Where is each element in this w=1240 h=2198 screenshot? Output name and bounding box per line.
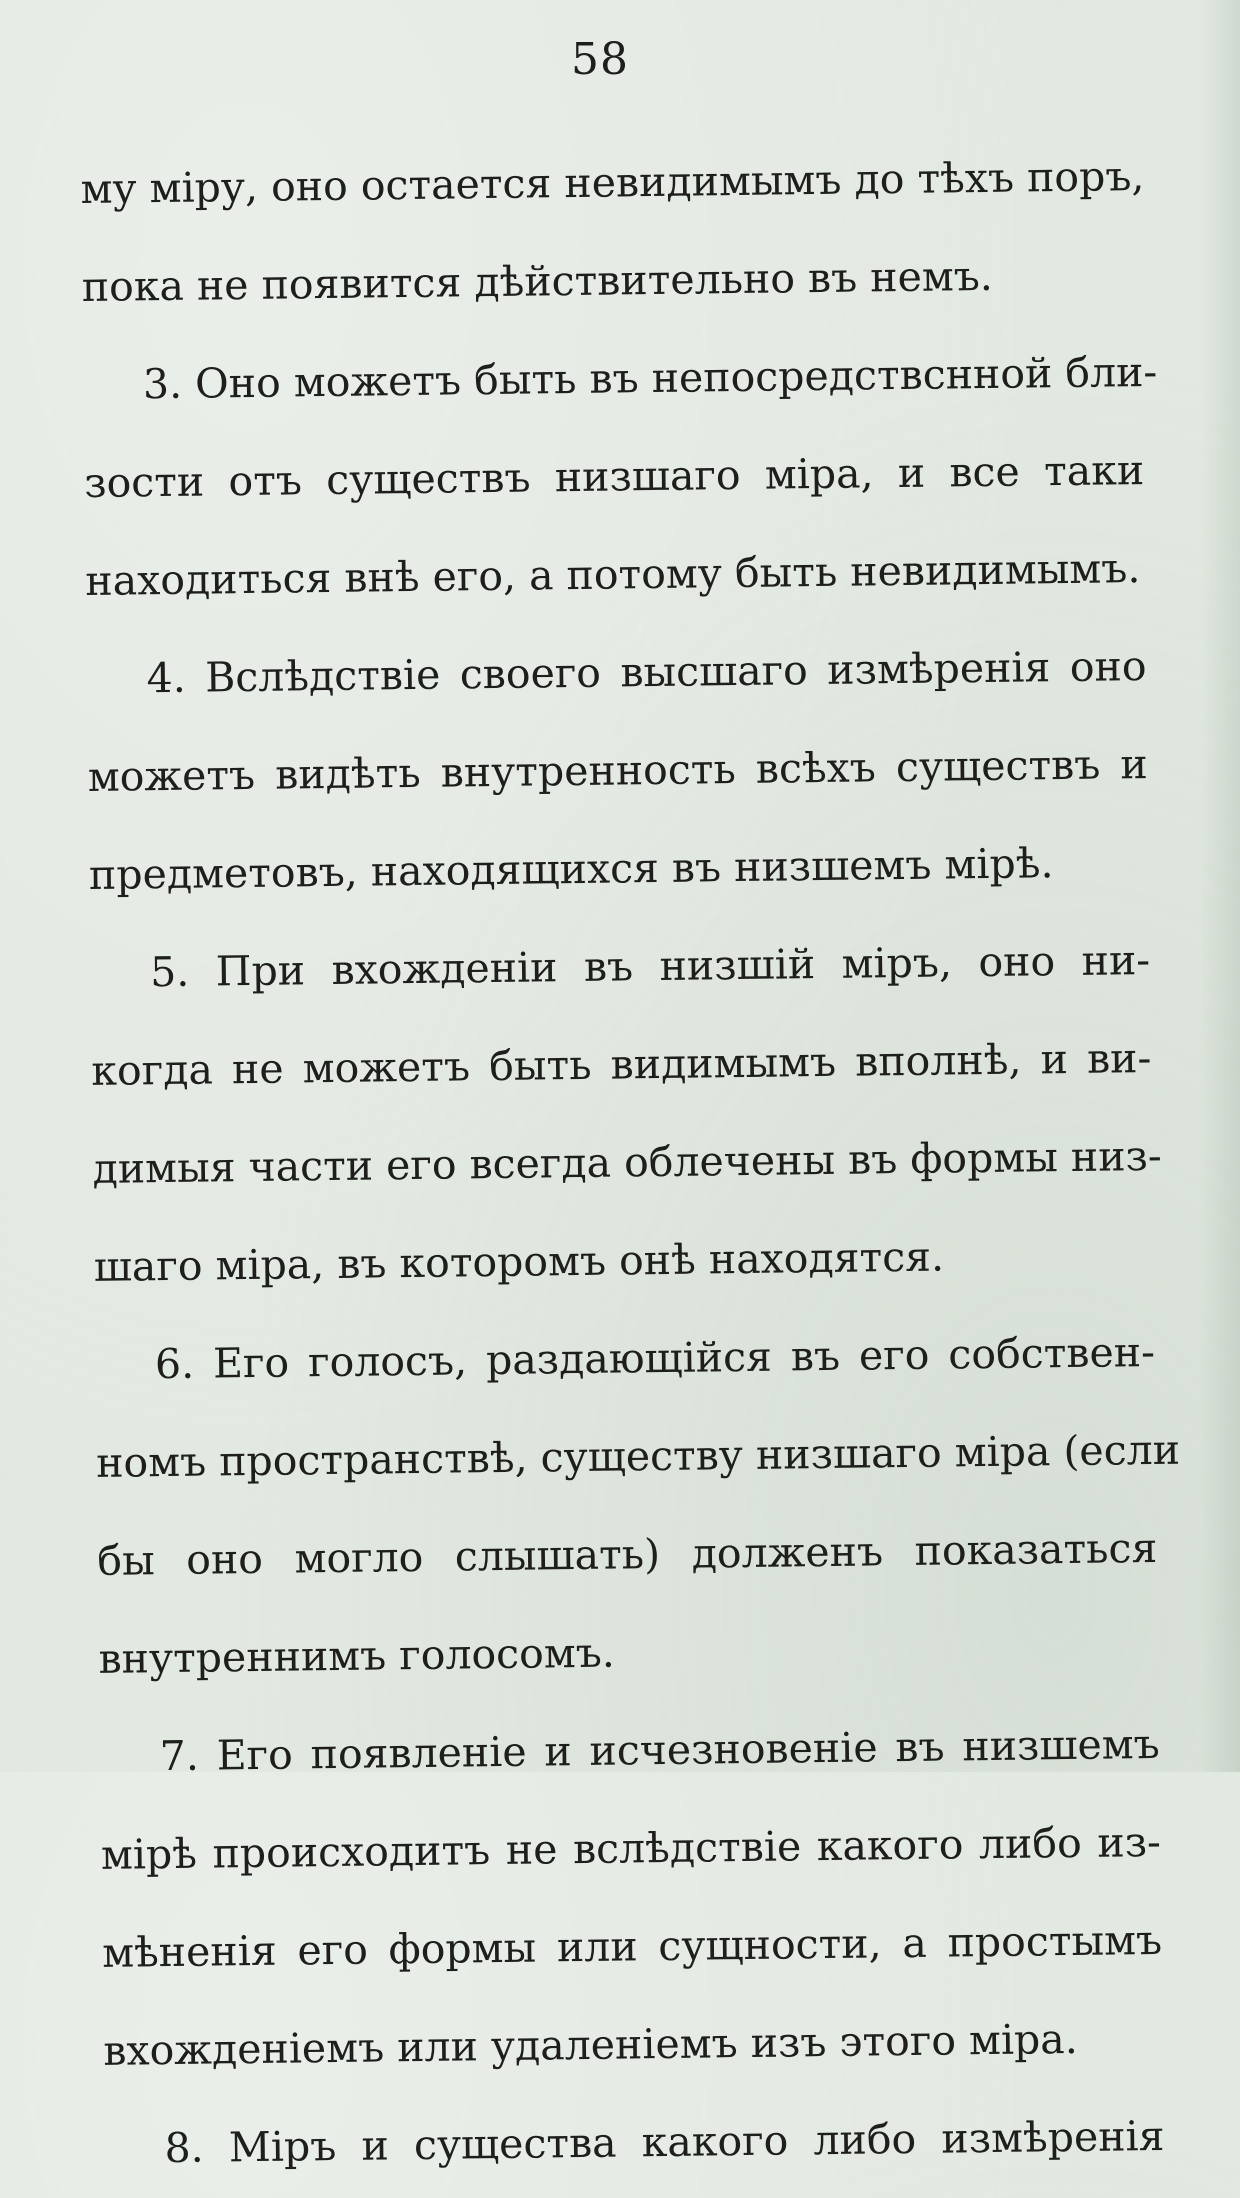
text-line: номъ пространствѣ, существу низшаго міра (если bbox=[95, 1425, 1181, 1487]
text-line: 3. Оно можетъ быть въ непосредствснной бли- bbox=[142, 347, 1158, 409]
text-line: 4. Вслѣдствіе своего высшаго измѣренія оно bbox=[146, 642, 1147, 703]
text-line: 6. Его голосъ, раздающійся въ его собствен- bbox=[154, 1327, 1156, 1389]
text-line: шаго міра, въ которомъ онѣ находятся. bbox=[93, 1232, 945, 1291]
text-line: вхожденіемъ или удаленіемъ изъ этого міра. bbox=[103, 2014, 1079, 2075]
text-line: мѣненія его формы или сущности, а простымъ bbox=[101, 1915, 1163, 1977]
text-line: зости отъ существъ низшаго міра, и все таки bbox=[83, 446, 1145, 507]
text-line: 7. Его появленіе и исчезновеніе въ низшемъ bbox=[159, 1719, 1160, 1781]
text-line: димыя части его всегда облечены въ формы низ- bbox=[92, 1131, 1162, 1193]
page-number: 58 bbox=[571, 34, 629, 85]
text-line: бы оно могло слышать) долженъ показаться bbox=[97, 1523, 1158, 1585]
text-line: пока не появится дѣйствительно въ немъ. bbox=[81, 251, 994, 311]
text-line: 8. Міръ и существа какого либо измѣренія bbox=[164, 2111, 1165, 2173]
page-edge-shadow bbox=[1200, 0, 1240, 1772]
text-line: внутреннимъ голосомъ. bbox=[98, 1628, 616, 1683]
text-line: когда не можетъ быть видимымъ вполнѣ, и ви- bbox=[91, 1033, 1152, 1095]
body-text bbox=[80, 127, 1181, 2198]
text-line: можетъ видѣть внутренность всѣхъ существъ и bbox=[87, 740, 1148, 801]
text-line: предметовъ, находящихся въ низшемъ мірѣ. bbox=[88, 839, 1054, 899]
text-line: му міру, оно остается невидимымъ до тѣхъ поръ, bbox=[80, 152, 1145, 213]
text-line: находиться внѣ его, а потому быть невидимымъ. bbox=[85, 544, 1141, 605]
text-line: 5. При вхожденіи въ низшій міръ, оно ни- bbox=[149, 935, 1151, 997]
text-line: мірѣ происходитъ не вслѣдствіе какого либо из- bbox=[100, 1817, 1162, 1879]
